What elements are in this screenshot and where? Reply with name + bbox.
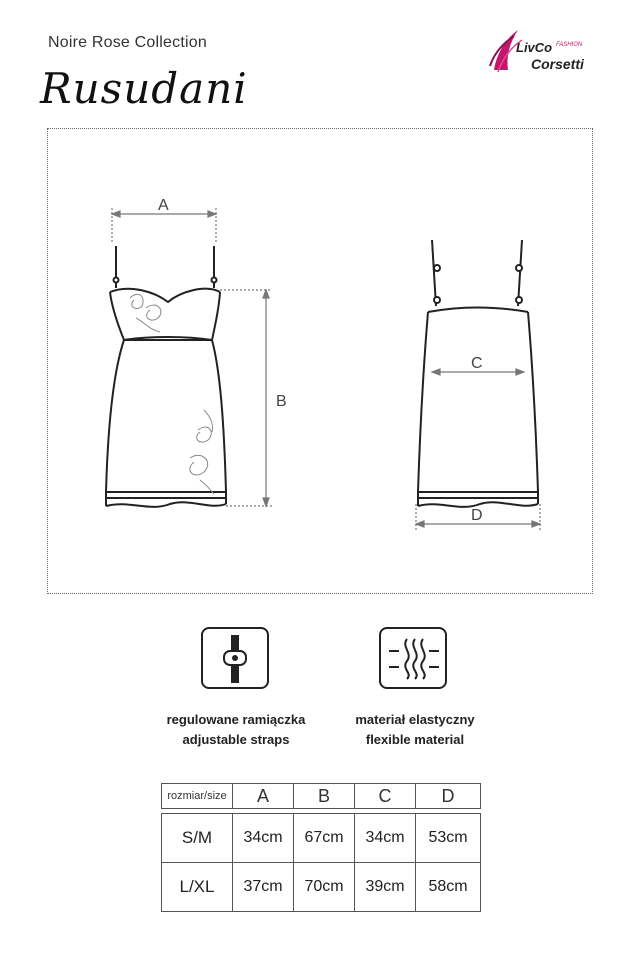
table-cell: 70cm [294,863,355,912]
table-header-cell: A [233,784,294,809]
table-header-cell: C [355,784,416,809]
table-row [162,863,481,912]
table-cell: 37cm [233,863,294,912]
brand-fashion: FASHION [556,42,583,48]
table-cell: 53cm [416,814,481,863]
table-header-cell: rozmiar/size [162,784,233,809]
lace-decoration [130,294,214,494]
table-cell: 67cm [294,814,355,863]
table-row [162,814,481,863]
feature-en-label: adjustable straps [182,732,290,747]
label-d: D [471,507,483,524]
adjustable-straps-icon [201,627,269,689]
feature-pl-label: regulowane ramiączka [166,712,306,727]
size-table [161,783,481,912]
feature-flexible-material [325,710,505,750]
elastic-material-icon [379,627,447,689]
brand-name-top: LivCo [516,40,553,55]
table-cell: 34cm [355,814,416,863]
label-a: A [158,197,169,214]
feature-adjustable-straps [146,710,326,750]
table-cell: S/M [162,814,233,863]
collection-title: Noire Rose Collection [48,34,207,51]
table-cell: 58cm [416,863,481,912]
table-cell: L/XL [162,863,233,912]
label-b: B [276,393,287,410]
feature-pl-label: materiał elastyczny [355,712,475,727]
table-header-cell: B [294,784,355,809]
table-header-row [162,784,481,809]
product-name: Rusudani [40,64,248,113]
table-cell: 39cm [355,863,416,912]
table-header-cell: D [416,784,481,809]
brand-name-bottom: Corsetti [531,56,584,72]
front-view [106,246,226,507]
feature-en-label: flexible material [365,732,465,747]
table-cell: 34cm [233,814,294,863]
label-c: C [471,355,483,372]
